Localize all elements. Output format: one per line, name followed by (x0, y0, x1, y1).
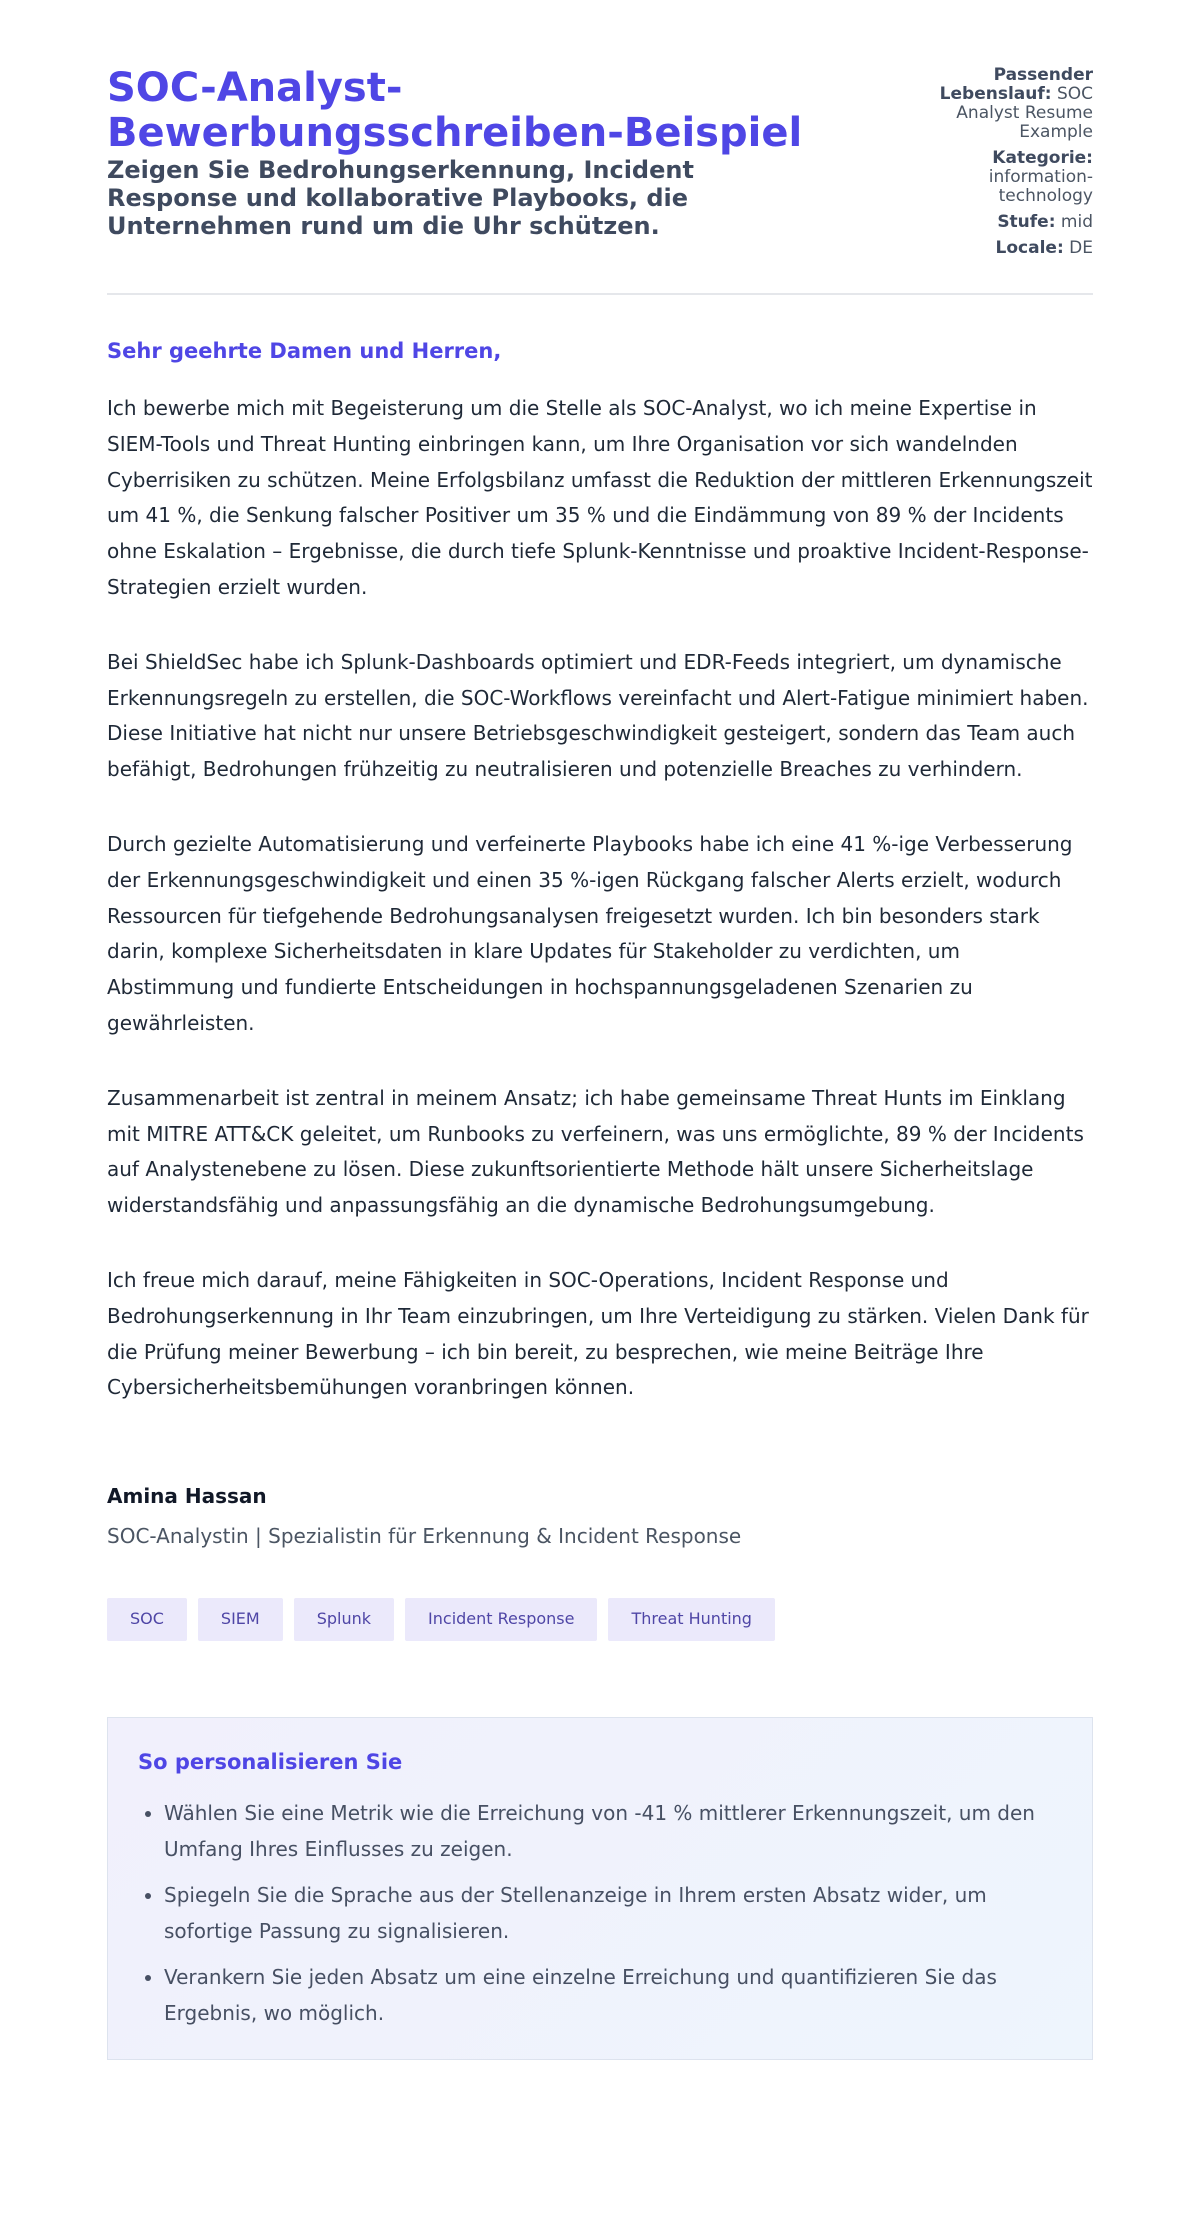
signature-name: Amina Hassan (107, 1484, 267, 1509)
meta-value: mid (1060, 212, 1093, 232)
meta-key: Kategorie: (992, 148, 1093, 168)
page-header (107, 66, 1093, 295)
header-title-block (107, 66, 827, 240)
meta-key: Passender Lebenslauf: (939, 65, 1093, 104)
tag-threat-hunting: Threat Hunting (608, 1598, 774, 1641)
meta-key: Locale: (995, 238, 1064, 258)
letter-paragraph: Ich bewerbe mich mit Begeisterung um die Stelle als SOC-Analyst, wo ich meine Expertise in SIEM-Tools und Threat Hunting einbringen kann, um Ihre Organisation vor sich wandelnden Cyberrisiken zu schützen. Meine Erfolgsbilanz umfasst die Reduktion der mittleren Erkennungszeit um 41 %, die Senkung falscher Positiver um 35 % und die Eindämmung von 89 % der Incidents ohne Eskalation – Ergebnisse, die durch tiefe Splunk-Kenntnisse und proaktive Incident-Response-Strategien erzielt wurden. (107, 396, 1093, 599)
meta-locale (933, 239, 1093, 258)
page-title: SOC-Analyst-Bewerbungsschreiben-Beispiel (107, 65, 803, 156)
letter-body (107, 295, 1093, 1406)
tips-list-item: • Spiegeln Sie die Sprache aus der Stellenanzeige in Ihrem ersten Absatz wider, um sofortige Passung zu signalisieren. (164, 1878, 1062, 1949)
personalization-tips-box (107, 1717, 1093, 2060)
page-subtitle: Zeigen Sie Bedrohungserkennung, Incident Response und kollaborative Playbooks, die Unternehmen rund um die Uhr schützen. (107, 156, 694, 240)
tips-list-item: • Verankern Sie jeden Absatz um eine einzelne Erreichung und quantifizieren Sie das Ergebnis, wo möglich. (164, 1960, 1062, 2031)
meta-value: information-technology (988, 167, 1093, 206)
tag-soc: SOC (107, 1598, 187, 1641)
meta-value: SOC Analyst Resume Example (956, 84, 1093, 142)
tag-siem: SIEM (198, 1598, 283, 1641)
meta-panel (933, 66, 1093, 265)
letter-paragraph: Zusammenarbeit ist zentral in meinem Ansatz; ich habe gemeinsame Threat Hunts im Einklang mit MITRE ATT&CK geleitet, um Runbooks zu verfeinern, was uns ermöglichte, 89 % der Incidents auf Analystenebene zu lösen. Diese zukunftsorientierte Methode hält unsere Sicherheitslage widerstandsfähig und anpassungsfähig an die dynamische Bedrohungsumgebung. (107, 1085, 1084, 1218)
meta-category (933, 149, 1093, 206)
meta-matching-resume (933, 66, 1093, 142)
letter-greeting: Sehr geehrte Damen und Herren, (107, 339, 502, 363)
letter-paragraph: Bei ShieldSec habe ich Splunk-Dashboards optimiert und EDR-Feeds integriert, um dynamische Erkennungsregeln zu erstellen, die SOC-Workflows vereinfacht und Alert-Fatigue minimiert haben. Diese Initiative hat nicht nur unsere Betriebsgeschwindigkeit gesteigert, sondern das Team auch befähigt, Bedrohungen frühzeitig zu neutralisieren und potenzielle Breaches zu verhindern. (107, 649, 1089, 782)
letter-paragraph: Ich freue mich darauf, meine Fähigkeiten in SOC-Operations, Incident Response und Bedrohungserkennung in Ihr Team einzubringen, um Ihre Verteidigung zu stärken. Vielen Dank für die Prüfung meiner Bewerbung – ich bin bereit, zu besprechen, wie meine Beiträge Ihre Cybersicherheitsbemühungen voranbringen können. (107, 1267, 1089, 1400)
meta-level (933, 213, 1093, 232)
meta-value: DE (1069, 238, 1093, 258)
skill-tags (107, 1598, 1093, 1641)
signature-role: SOC-Analystin | Spezialistin für Erkennung & Incident Response (107, 1524, 742, 1549)
meta-key: Stufe: (997, 212, 1056, 232)
tips-title: So personalisieren Sie (138, 1750, 403, 1775)
letter-paragraph: Durch gezielte Automatisierung und verfeinerte Playbooks habe ich eine 41 %-ige Verbesserung der Erkennungsgeschwindigkeit und einen 35 %-igen Rückgang falscher Alerts erzielt, wodurch Ressourcen für tiefgehende Bedrohungsanalysen freigesetzt wurden. Ich bin besonders stark darin, komplexe Sicherheitsdaten in klare Updates für Stakeholder zu verdichten, um Abstimmung und fundierte Entscheidungen in hochspannungsgeladenen Szenarien zu gewährleisten. (107, 831, 1073, 1035)
tips-list-item: • Wählen Sie eine Metrik wie die Erreichung von -41 % mittlerer Erkennungszeit, um den Umfang Ihres Einflusses zu zeigen. (164, 1796, 1062, 1867)
tag-incident-response: Incident Response (405, 1598, 597, 1641)
tag-splunk: Splunk (294, 1598, 394, 1641)
signature-block (107, 1482, 1093, 1550)
tips-list (138, 1796, 1062, 2031)
